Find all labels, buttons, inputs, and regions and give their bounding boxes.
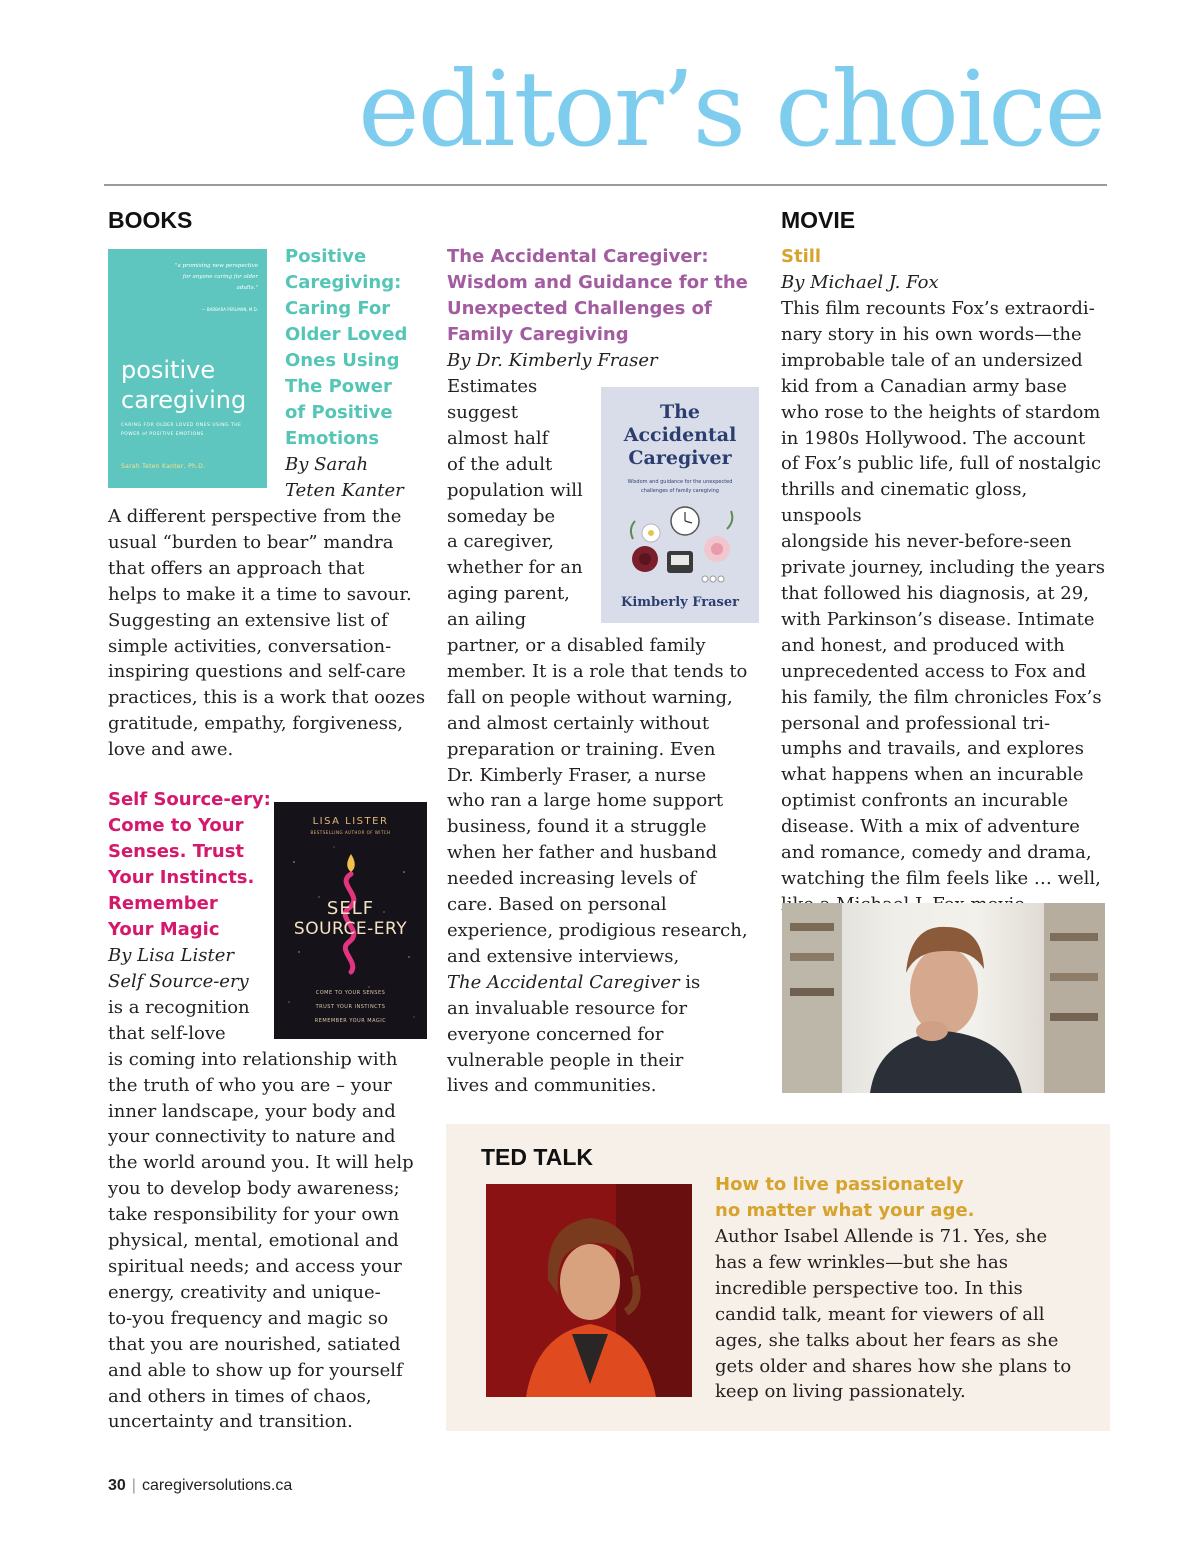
body-line: that self-love	[108, 1022, 226, 1044]
body-line: that offers an approach that	[108, 557, 365, 579]
body-line: energy, creativity and unique-	[108, 1281, 381, 1303]
body-line: is a recognition	[108, 996, 250, 1018]
page-number: 30	[108, 1477, 126, 1494]
title-line: Wisdom and Guidance for the	[447, 272, 748, 293]
section-heading-books: BOOKS	[108, 207, 193, 233]
body-line: and almost certainly without	[447, 712, 710, 734]
body-line: has a few wrinkles—but she has	[715, 1251, 1008, 1273]
body-line: Estimates	[447, 376, 538, 397]
book-description-accidental-caregiver-part1	[447, 374, 597, 633]
body-line: that you are nourished, satiated	[108, 1333, 401, 1355]
body-line: kid from a Canadian army base	[781, 375, 1067, 397]
page-footer	[108, 1477, 292, 1495]
masthead-title: editor’s choice	[358, 48, 1104, 170]
book-title-positive-caregiving	[285, 244, 407, 452]
inline-book-title: The Accidental Caregiver	[447, 971, 680, 993]
cover-author: Kimberly Fraser	[621, 595, 739, 610]
title-line: Your Magic	[108, 919, 220, 940]
body-line: unprecedented access to Fox and	[781, 660, 1087, 682]
speaker-portrait-illustration	[486, 1184, 692, 1397]
body-line: someday be	[447, 505, 556, 527]
body-line: a caregiver,	[447, 531, 554, 553]
body-line: physical, mental, emotional and	[108, 1230, 399, 1252]
cover-title-line2: Accidental	[623, 424, 737, 446]
body-line: This film recounts Fox’s extraordi-	[781, 298, 1095, 319]
body-line: optimist confronts an incurable	[781, 790, 1069, 812]
body-line: fall on people without warning,	[447, 686, 733, 708]
title-line: How to live passionately	[715, 1174, 964, 1195]
cover-title-line1: positive	[121, 356, 216, 384]
cover-title-line1: The	[659, 401, 701, 423]
cover-sub3: REMEMBER YOUR MAGIC	[314, 1018, 387, 1024]
body-line: your connectivity to nature and	[108, 1126, 396, 1148]
body-line: incredible perspective too. In this	[715, 1277, 1023, 1299]
body-line: an invaluable resource for	[447, 997, 688, 1019]
book-description-positive-caregiving	[108, 504, 428, 763]
body-line: lives and communities.	[447, 1075, 657, 1097]
flowers-clock-illustration	[623, 499, 737, 591]
body-line: A different perspective from the	[108, 506, 402, 527]
body-line: and honest, and produced with	[781, 634, 1065, 656]
header-divider	[104, 184, 1107, 186]
body-line-italic-title: Self Source-ery	[108, 971, 249, 992]
body-line: preparation or training. Even	[447, 738, 716, 760]
body-line: needed increasing levels of	[447, 868, 697, 890]
body-line: take responsibility for your own	[108, 1204, 400, 1226]
body-line: inspiring questions and self-care	[108, 661, 406, 683]
body-line: who rose to the heights of stardom	[781, 401, 1101, 423]
body-line: partner, or a disabled family	[447, 635, 706, 656]
body-line: care. Based on personal	[447, 894, 667, 916]
body-line: when her father and husband	[447, 842, 718, 864]
section-heading-ted: TED TALK	[481, 1144, 594, 1170]
book-byline-lister: By Lisa Lister	[108, 945, 234, 966]
body-line: and extensive interviews,	[447, 945, 680, 967]
section-heading-movie: MOVIE	[781, 207, 856, 233]
body-line: spiritual needs; and access your	[108, 1255, 402, 1277]
movie-still-photo	[782, 903, 1105, 1093]
title-line: Remember	[108, 893, 218, 914]
body-line: improbable tale of an undersized	[781, 349, 1083, 371]
book-title-accidental-caregiver	[447, 244, 748, 348]
body-line: inner landscape, your body and	[108, 1100, 396, 1122]
title-line: Caring For	[285, 298, 391, 319]
inline-suffix: is	[679, 971, 701, 993]
title-line: Unexpected Challenges of	[447, 298, 712, 319]
byline-line: By Sarah	[285, 454, 369, 475]
cover-sub1: COME TO YOUR SENSES	[315, 990, 386, 996]
cover-author: LISA LISTER	[312, 816, 389, 827]
cover-blurb-attribution: — BARBARA PERLMAN, M.D.	[201, 307, 258, 312]
cover-title-line3: Caregiver	[628, 447, 732, 469]
body-line: in 1980s Hollywood. The account	[781, 427, 1086, 449]
body-line: whether for an	[447, 557, 583, 579]
movie-title: Still	[781, 246, 822, 267]
title-line: Emotions	[285, 428, 380, 449]
body-line: usual “burden to bear” mandra	[108, 531, 394, 553]
body-line	[447, 970, 757, 996]
body-line: uncertainty and transition.	[108, 1411, 353, 1433]
book-title-self-source-ery	[108, 787, 271, 943]
cover-blurb: "a promising new perspective for anyone caring for older adults."	[174, 263, 258, 291]
body-line: vulnerable people in their	[447, 1049, 684, 1071]
body-line: the truth of who you are – your	[108, 1074, 392, 1096]
cover-author: Sarah Teten Kanter, Ph.D.	[121, 463, 206, 470]
title-line: Senses. Trust	[108, 841, 245, 862]
body-line: love and awe.	[108, 739, 234, 761]
cover-sub2: TRUST YOUR INSTINCTS	[315, 1004, 386, 1010]
book-description-accidental-caregiver-part2	[447, 633, 757, 1099]
body-line: of Fox’s public life, full of nostalgic	[781, 453, 1102, 475]
portrait-illustration	[782, 903, 1105, 1093]
cover-tagline: BESTSELLING AUTHOR OF WITCH	[310, 830, 391, 835]
body-line: Dr. Kimberly Fraser, a nurse	[447, 764, 707, 786]
book-byline-fraser: By Dr. Kimberly Fraser	[447, 350, 658, 371]
body-line: and romance, comedy and drama,	[781, 842, 1092, 864]
body-line: candid talk, meant for viewers of all	[715, 1303, 1045, 1325]
body-line: disease. With a mix of adventure	[781, 816, 1080, 838]
body-line: helps to make it a time to savour.	[108, 583, 412, 605]
body-line: nary story in his own words—the	[781, 323, 1082, 345]
body-line: population will	[447, 479, 583, 501]
body-line: simple activities, conversation-	[108, 635, 392, 657]
body-line: experience, prodigious research,	[447, 919, 748, 941]
title-line: The Accidental Caregiver:	[447, 246, 709, 267]
title-line: Older Loved	[285, 324, 408, 345]
body-line: an ailing	[447, 609, 527, 631]
body-line: you to develop body awareness;	[108, 1178, 400, 1200]
cover-subtitle: CARING FOR OLDER LOVED ONES USING THE POWER of POSITIVE EMOTIONS	[121, 423, 242, 437]
body-line: personal and professional tri-	[781, 712, 1051, 734]
body-line: his family, the film chronicles Fox’s	[781, 686, 1102, 708]
body-line: alongside his never-before-seen	[781, 531, 1072, 553]
cover-title-line1: SELF	[326, 898, 375, 919]
byline-line: Teten Kanter	[285, 480, 404, 501]
body-line: Author Isabel Allende is 71. Yes, she	[715, 1226, 1048, 1247]
title-line: Family Caregiving	[447, 324, 629, 345]
book-description-self-source-ery	[108, 969, 418, 1435]
body-line: suggest	[447, 401, 518, 423]
ted-talk-description	[715, 1224, 1095, 1405]
body-line: practices, this is a work that oozes	[108, 687, 426, 709]
cover-subtitle: Wisdom and guidance for the unexpected challenges of family caregiving	[627, 479, 733, 494]
cover-title-line2: caregiving	[121, 386, 247, 414]
body-line: thrills and cinematic gloss, unspools	[781, 479, 1028, 527]
body-line: umphs and travails, and explores	[781, 738, 1084, 760]
title-line: Self Source-ery:	[108, 789, 271, 810]
body-line: private journey, including the years	[781, 557, 1105, 579]
body-line: of the adult	[447, 453, 553, 475]
body-line: ages, she talks about her fears as she	[715, 1329, 1059, 1351]
body-line: everyone concerned for	[447, 1023, 664, 1045]
body-line: aging parent,	[447, 583, 570, 605]
body-line: to-you frequency and magic so	[108, 1307, 389, 1329]
body-line: gratitude, empathy, forgiveness,	[108, 713, 403, 735]
book-cover-accidental-caregiver	[601, 387, 759, 623]
body-line: business, found it a struggle	[447, 816, 707, 838]
title-line: Come to Your	[108, 815, 244, 836]
body-line: what happens when an incurable	[781, 764, 1084, 786]
title-line: Caregiving:	[285, 272, 402, 293]
body-line: Suggesting an extensive list of	[108, 609, 388, 631]
book-byline-kanter	[285, 452, 404, 504]
movie-description	[781, 296, 1111, 918]
body-line: that followed his diagnosis, at 29,	[781, 582, 1089, 604]
body-line: gets older and shares how she plans to	[715, 1355, 1072, 1377]
body-line: and able to show up for yourself	[108, 1359, 403, 1381]
site-url[interactable]: caregiversolutions.ca	[141, 1477, 293, 1494]
movie-byline: By Michael J. Fox	[781, 272, 939, 293]
ted-speaker-photo	[486, 1184, 692, 1397]
title-line: of Positive	[285, 402, 393, 423]
title-line: The Power	[285, 376, 392, 397]
body-line: member. It is a role that tends to	[447, 660, 748, 682]
title-line: Positive	[285, 246, 367, 267]
title-line: Your Instincts.	[108, 867, 255, 888]
body-line: and others in times of chaos,	[108, 1385, 372, 1407]
body-line: almost half	[447, 427, 549, 449]
body-line: is coming into relationship with	[108, 1048, 398, 1070]
title-line: no matter what your age.	[715, 1200, 975, 1221]
body-line: watching the film feels like … well,	[781, 867, 1101, 889]
ted-talk-title	[715, 1172, 975, 1224]
footer-separator: |	[131, 1477, 136, 1494]
title-line: Ones Using	[285, 350, 400, 371]
body-line: the world around you. It will help	[108, 1152, 414, 1174]
body-line: who ran a large home support	[447, 790, 724, 812]
body-line: keep on living passionately.	[715, 1381, 966, 1403]
book-cover-positive-caregiving	[108, 249, 267, 488]
cover-title-line2: SOURCE-ERY	[293, 919, 408, 939]
body-line: with Parkinson’s disease. Intimate	[781, 608, 1095, 630]
